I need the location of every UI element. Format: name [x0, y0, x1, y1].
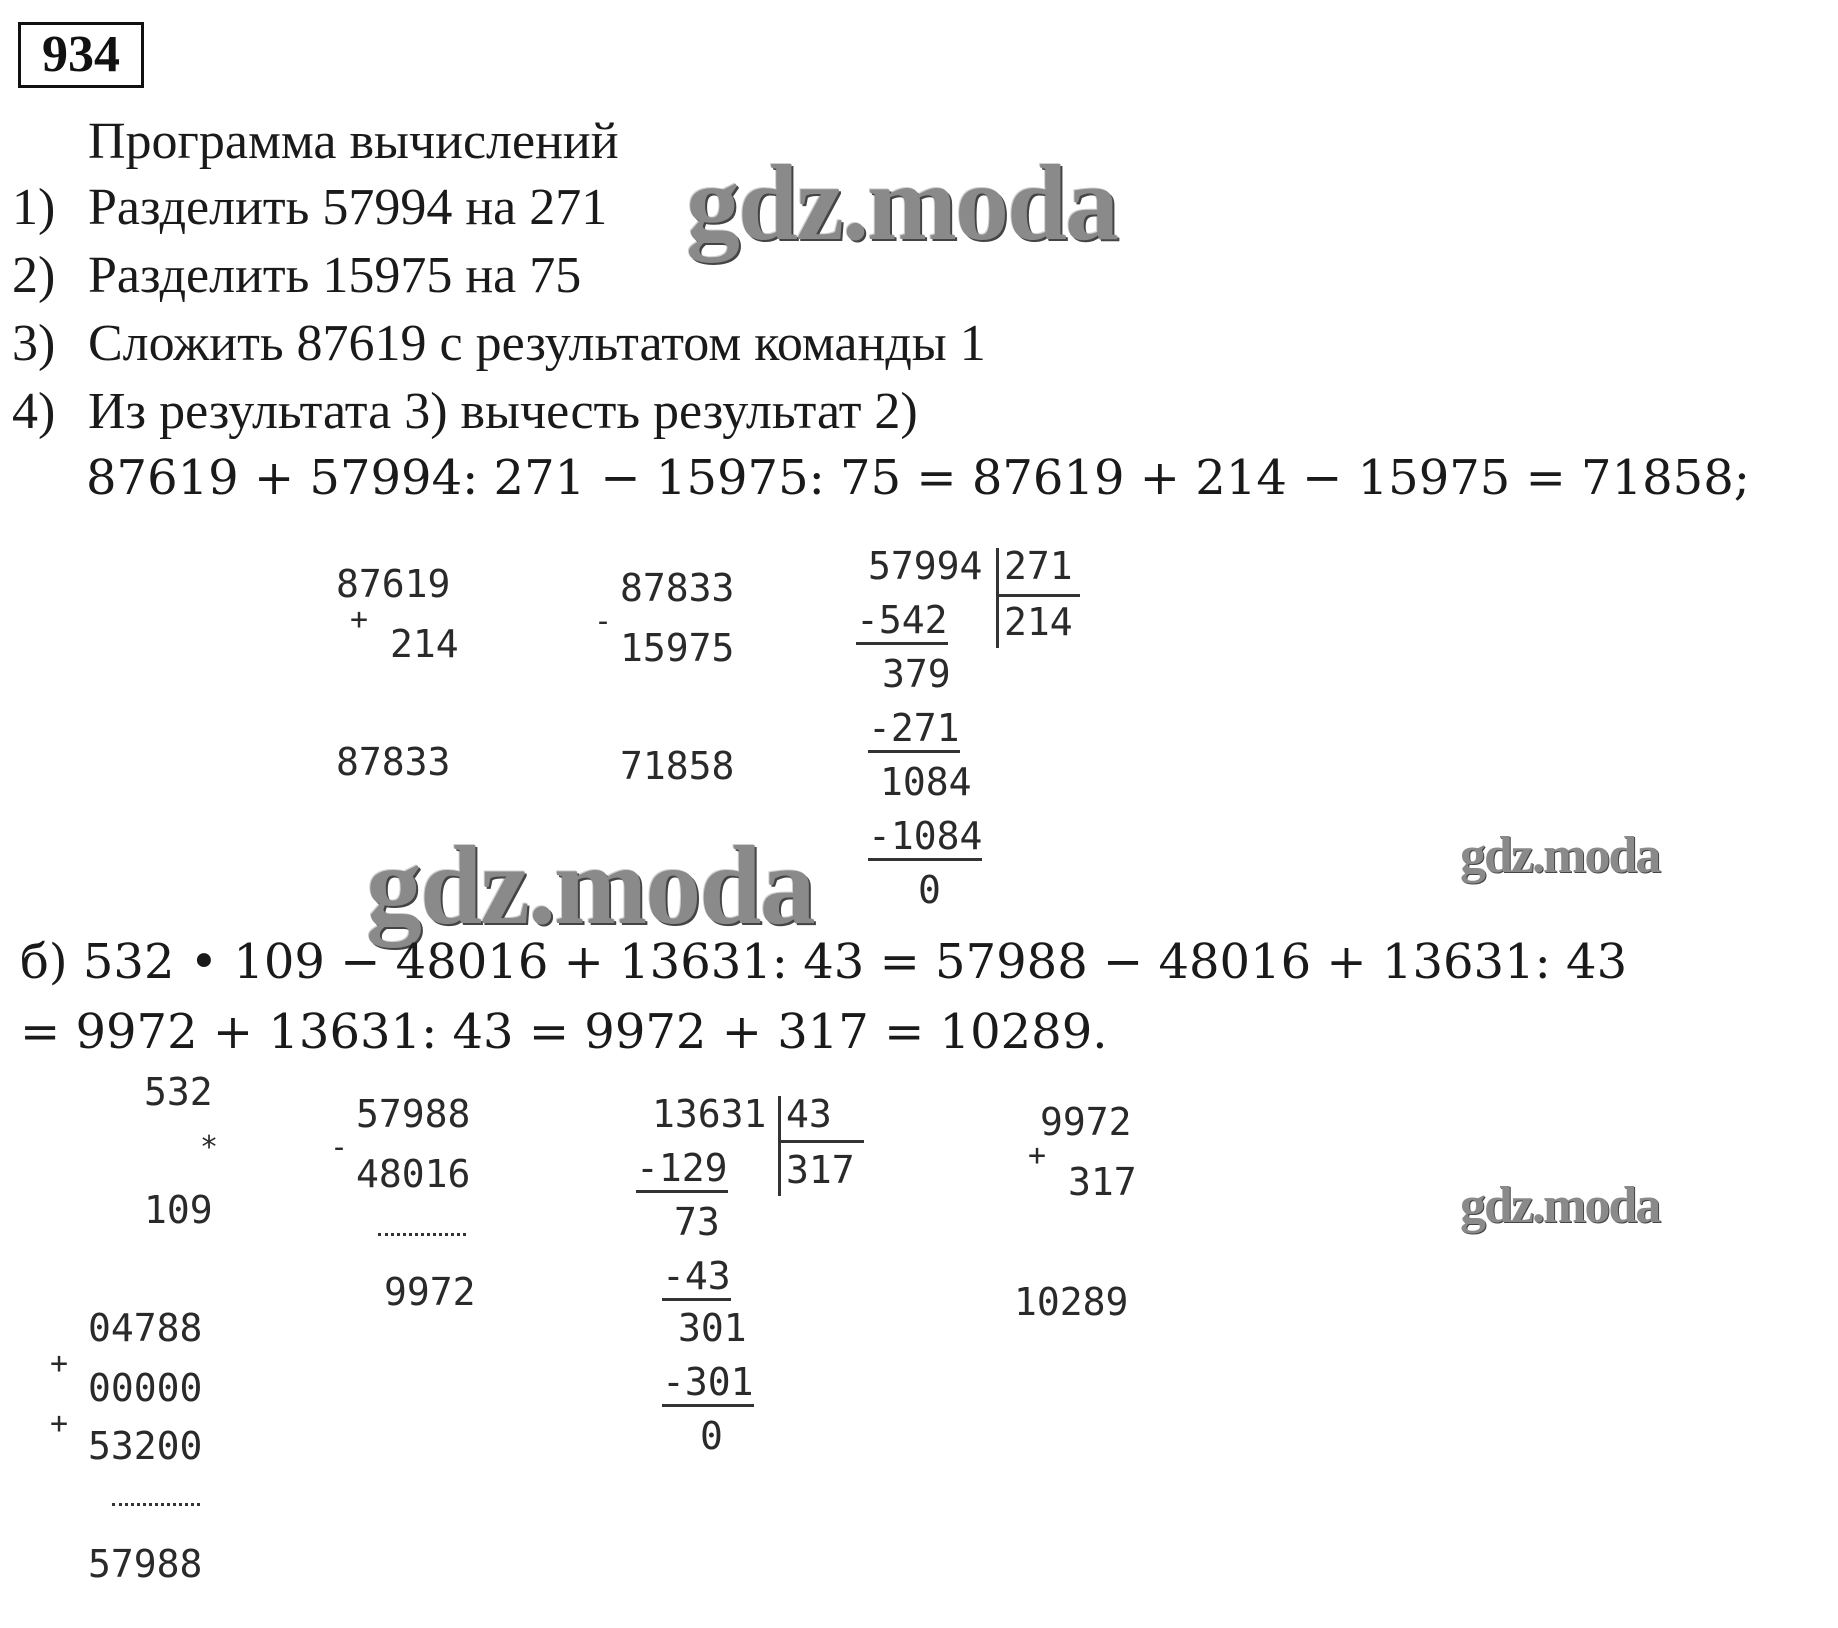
- b-add-result: 10289: [1014, 1280, 1129, 1324]
- a-add-op: +: [350, 602, 369, 637]
- a-div-horizontal-bar: [998, 594, 1080, 597]
- b-mul-op: *: [200, 1130, 219, 1165]
- a-div-quotient: 214: [1004, 600, 1073, 644]
- b-add-bottom: 317: [1068, 1160, 1137, 1204]
- watermark-top: gdz.moda: [686, 144, 1118, 263]
- a-div-row-3: -271: [868, 706, 960, 753]
- a-div-row-4: 1084: [880, 760, 972, 804]
- b-mul-result-line: [112, 1500, 200, 1506]
- watermark-right-2: gdz.moda: [1460, 1177, 1660, 1234]
- step-4-text: Из результата 3) вычесть результат 2): [88, 383, 918, 440]
- b-div-row-1: -129: [636, 1146, 728, 1193]
- b-mul-partial-1: 04788: [88, 1306, 203, 1350]
- watermark-middle: gdz.moda: [366, 824, 814, 948]
- a-div-row-6: 0: [918, 868, 941, 912]
- step-1-number: 1): [12, 179, 56, 236]
- a-add-result: 87833: [336, 740, 451, 784]
- step-1-text: Разделить 57994 на 271: [88, 179, 608, 236]
- a-sub-op: -: [594, 604, 613, 639]
- step-3-number: 3): [12, 315, 56, 372]
- program-title: Программа вычислений: [88, 113, 619, 170]
- b-mul-plus-1: +: [50, 1346, 69, 1381]
- task-number: 934: [18, 22, 144, 88]
- b-mul-result: 57988: [88, 1542, 203, 1586]
- b-add-op: +: [1028, 1138, 1047, 1173]
- step-2-text: Разделить 15975 на 75: [88, 247, 582, 304]
- a-sub-top: 87833: [620, 566, 735, 610]
- b-sub-top: 57988: [356, 1092, 471, 1136]
- expression-a: 87619 + 57994: 271 − 15975: 75 = 87619 + 214 − 15975 = 71858;: [86, 450, 1750, 506]
- b-sub-op: -: [330, 1130, 349, 1165]
- b-div-divisor: 43: [786, 1092, 832, 1136]
- a-div-vertical-bar: [996, 548, 999, 648]
- b-mul-top: 532: [144, 1070, 213, 1114]
- a-div-divisor: 271: [1004, 544, 1073, 588]
- b-div-row-3: -43: [662, 1254, 731, 1301]
- b-mul-plus-2: +: [50, 1406, 69, 1441]
- b-div-quotient: 317: [786, 1148, 855, 1192]
- b-sub-bottom: 48016: [356, 1152, 471, 1196]
- b-div-dividend: 13631: [652, 1092, 767, 1136]
- b-mul-bottom: 109: [144, 1188, 213, 1232]
- a-div-dividend: 57994: [868, 544, 983, 588]
- watermark-right-1: gdz.moda: [1460, 827, 1660, 884]
- a-add-bottom: 214: [390, 622, 459, 666]
- expression-b-line-1: б) 532 • 109 − 48016 + 13631: 43 = 57988 − 48016 + 13631: 43: [20, 934, 1628, 990]
- b-add-top: 9972: [1040, 1100, 1132, 1144]
- a-div-row-5: -1084: [868, 814, 982, 861]
- a-sub-result: 71858: [620, 744, 735, 788]
- step-2-number: 2): [12, 247, 56, 304]
- step-3-text: Сложить 87619 с результатом команды 1: [88, 315, 986, 372]
- step-4-number: 4): [12, 383, 56, 440]
- a-div-row-2: 379: [882, 652, 951, 696]
- b-div-row-2: 73: [674, 1200, 720, 1244]
- b-div-horizontal-bar: [780, 1140, 864, 1143]
- a-sub-bottom: 15975: [620, 626, 735, 670]
- expression-b-line-2: = 9972 + 13631: 43 = 9972 + 317 = 10289.: [20, 1004, 1108, 1060]
- b-div-row-5: -301: [662, 1360, 754, 1407]
- b-sub-result-line: [378, 1230, 466, 1236]
- b-mul-partial-3: 53200: [88, 1424, 203, 1468]
- a-div-row-1: -542: [856, 598, 948, 645]
- b-div-row-4: 301: [678, 1306, 747, 1350]
- b-div-row-6: 0: [700, 1414, 723, 1458]
- b-mul-partial-2: 00000: [88, 1366, 203, 1410]
- b-sub-result: 9972: [384, 1270, 476, 1314]
- b-div-vertical-bar: [778, 1096, 781, 1196]
- a-add-top: 87619: [336, 562, 451, 606]
